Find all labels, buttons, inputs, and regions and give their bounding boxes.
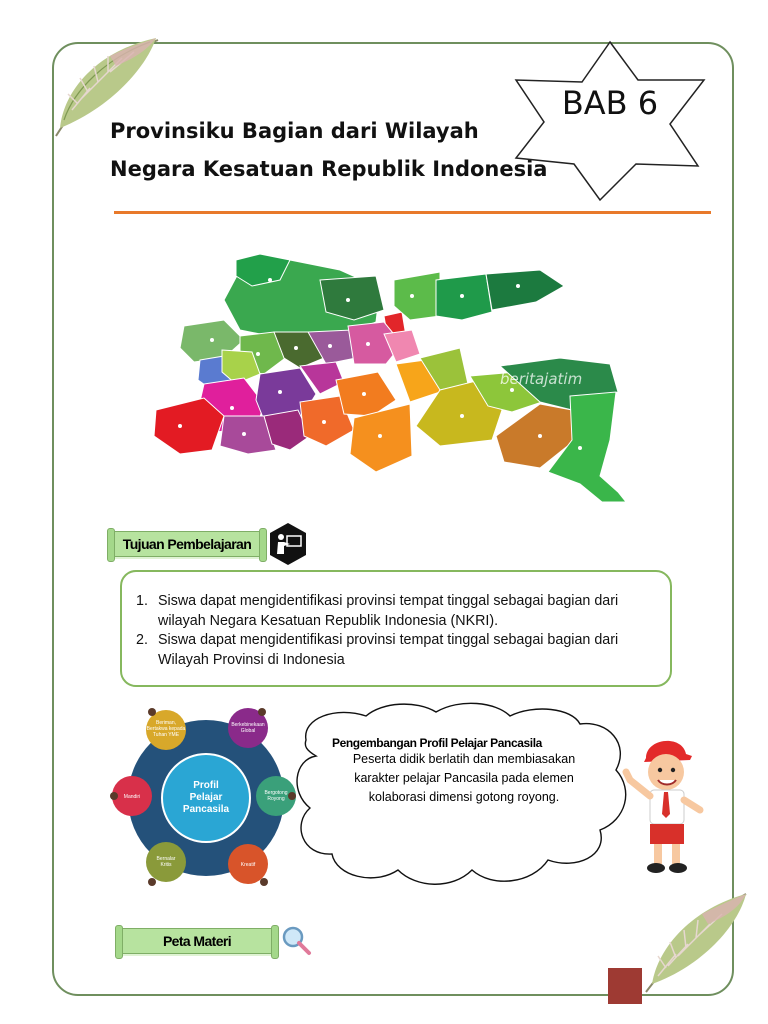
teacher-board-icon	[268, 522, 308, 566]
svg-text:Bernalar: Bernalar	[156, 856, 176, 862]
svg-text:Bertakwa kepada: Bertakwa kepada	[146, 726, 186, 732]
concept-map-label: Peta Materi	[120, 928, 274, 954]
profil-center-line3: Pancasila	[182, 804, 230, 815]
svg-text:Global: Global	[240, 728, 256, 734]
feather-decoration-icon	[642, 888, 752, 998]
profil-center-line2: Pelajar	[189, 792, 223, 803]
svg-text:Tuhan YME: Tuhan YME	[152, 732, 180, 738]
objective-item	[136, 592, 654, 631]
map-watermark: beritajatim	[500, 370, 583, 388]
svg-text:Royong: Royong	[267, 796, 285, 802]
profil-pelajar-pancasila-diagram	[108, 700, 300, 894]
objective-text: Siswa dapat mengidentifikasi provinsi tempat tinggal sebagai bagian dari Wilayah Provinsi di Indonesia	[158, 632, 619, 668]
learning-objectives-box	[120, 570, 672, 687]
page-marker	[608, 968, 642, 1004]
title-divider	[114, 211, 711, 214]
svg-text:Berkebinekaan: Berkebinekaan	[231, 722, 265, 728]
svg-text:Kritis: Kritis	[160, 862, 172, 868]
objective-item	[136, 631, 654, 670]
callout-text	[300, 736, 620, 807]
objective-number: 1.	[136, 593, 148, 609]
magnifier-icon	[280, 924, 312, 956]
callout-heading: Pengembangan Profil Pelajar Pancasila	[332, 736, 542, 750]
objective-text: Siswa dapat mengidentifikasi provinsi tempat tinggal sebagai bagian dari wilayah Negara Kesatuan Republik Indonesia (NKRI).	[158, 593, 619, 629]
callout-body: Peserta didik berlatih dan membiasakan karakter pelajar Pancasila pada elemen kolaborasi dimensi gotong royong.	[352, 752, 576, 804]
svg-text:Mandiri: Mandiri	[123, 794, 141, 800]
profil-center-line1: Profil	[193, 780, 219, 791]
chapter-number: BAB 6	[561, 84, 659, 122]
objective-number: 2.	[136, 632, 148, 648]
svg-text:Kreatif: Kreatif	[240, 862, 256, 868]
student-character-icon	[620, 730, 714, 880]
svg-text:Bergotong: Bergotong	[264, 790, 288, 796]
svg-text:Beriman,: Beriman,	[155, 720, 177, 726]
title-line-2: Negara Kesatuan Republik Indonesia	[110, 157, 548, 181]
objectives-list	[136, 592, 654, 670]
title-line-1: Provinsiku Bagian dari Wilayah	[110, 119, 479, 143]
learning-objectives-label: Tujuan Pembelajaran	[112, 531, 262, 557]
